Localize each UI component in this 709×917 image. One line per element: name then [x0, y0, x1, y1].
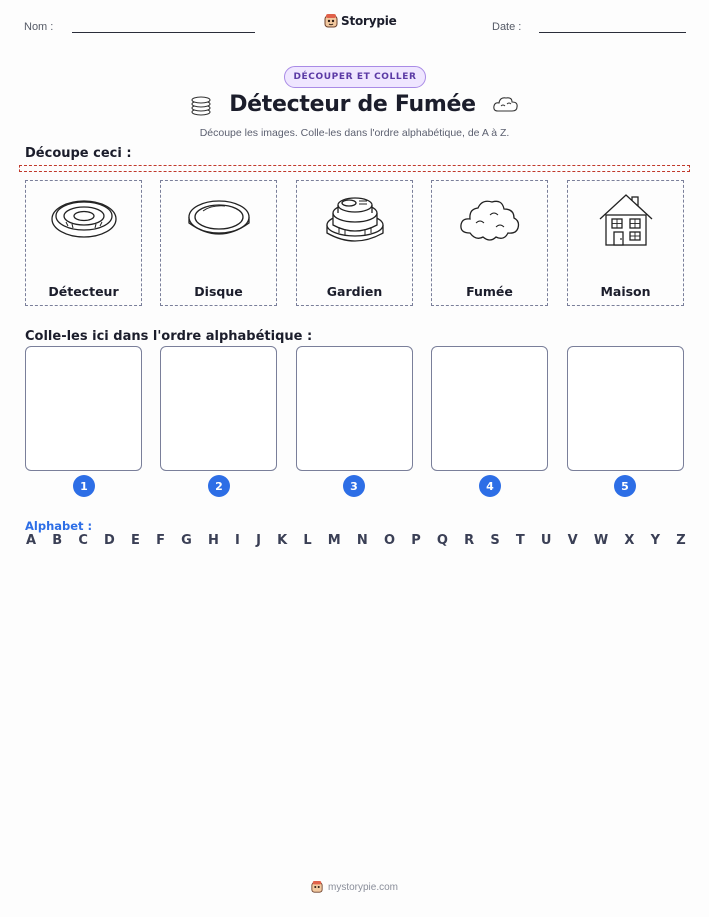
title-row	[0, 92, 709, 117]
alphabet-letter: H	[207, 533, 219, 548]
date-line[interactable]	[539, 32, 686, 33]
alphabet-letter: F	[156, 533, 165, 548]
order-number-3: 3	[343, 475, 365, 497]
smoke-cloud-icon	[456, 189, 524, 249]
alphabet-letter: K	[277, 533, 288, 548]
card-label: Fumée	[466, 284, 513, 299]
alphabet-letter: P	[411, 533, 421, 548]
card-label: Détecteur	[48, 284, 119, 299]
alphabet-letter: A	[26, 533, 37, 548]
alphabet-label: Alphabet :	[25, 519, 93, 533]
smoke-cloud-icon	[492, 94, 520, 116]
alphabet-letter: E	[131, 533, 140, 548]
cut-card-fumee[interactable]	[431, 180, 548, 306]
cut-card-disque[interactable]	[160, 180, 277, 306]
order-number-5: 5	[614, 475, 636, 497]
cut-line	[19, 165, 690, 172]
order-number-1: 1	[73, 475, 95, 497]
alphabet-letter: B	[52, 533, 63, 548]
card-label: Disque	[194, 284, 243, 299]
date-label: Date :	[492, 21, 522, 33]
order-number-4: 4	[479, 475, 501, 497]
alphabet-letter: I	[235, 533, 240, 548]
paste-box-4[interactable]	[431, 346, 548, 471]
brand-logo	[324, 13, 397, 29]
card-label: Gardien	[326, 284, 383, 299]
smoke-detector-icon	[50, 189, 118, 249]
storypie-mascot-icon	[311, 880, 323, 894]
card-label: Maison	[600, 284, 651, 299]
footer-url[interactable]: mystorypie.com	[327, 881, 398, 893]
paste-section-label: Colle-les ici dans l'ordre alphabétique :	[25, 329, 313, 344]
cut-card-gardien[interactable]	[296, 180, 413, 306]
brand-name: Storypie	[341, 14, 397, 28]
footer	[0, 880, 709, 894]
alphabet-letter: R	[464, 533, 475, 548]
alphabet-letter: W	[593, 533, 609, 548]
alphabet-letter: L	[303, 533, 312, 548]
paste-box-3[interactable]	[296, 346, 413, 471]
order-number-2: 2	[208, 475, 230, 497]
page-title: Détecteur de Fumée	[229, 92, 476, 117]
activity-badge: DÉCOUPER ET COLLER	[284, 66, 426, 88]
alphabet-letter: G	[181, 533, 192, 548]
coin-stack-icon	[189, 93, 213, 117]
guardian-device-icon	[321, 189, 389, 249]
alphabet-letter: X	[624, 533, 635, 548]
alphabet-letter: J	[256, 533, 261, 548]
name-label: Nom :	[24, 21, 54, 33]
house-icon	[592, 189, 660, 249]
alphabet-letter: Y	[650, 533, 661, 548]
alphabet-letter: O	[383, 533, 396, 548]
alphabet-letter: C	[78, 533, 88, 548]
cut-section-label: Découpe ceci :	[25, 146, 132, 161]
alphabet-letter: Z	[676, 533, 686, 548]
alphabet-row	[26, 533, 686, 548]
alphabet-letter: N	[356, 533, 368, 548]
alphabet-letter: S	[490, 533, 500, 548]
alphabet-letter: U	[540, 533, 552, 548]
name-line[interactable]	[72, 32, 255, 33]
alphabet-letter: T	[515, 533, 525, 548]
alphabet-letter: D	[104, 533, 115, 548]
alphabet-letter: Q	[436, 533, 448, 548]
instructions: Découpe les images. Colle-les dans l'ordre alphabétique, de A à Z.	[199, 127, 510, 139]
alphabet-letter: M	[327, 533, 341, 548]
alphabet-letter: V	[567, 533, 578, 548]
cut-card-detecteur[interactable]	[25, 180, 142, 306]
cut-card-maison[interactable]	[567, 180, 684, 306]
paste-box-5[interactable]	[567, 346, 684, 471]
disc-icon	[185, 189, 253, 249]
paste-box-2[interactable]	[160, 346, 277, 471]
storypie-mascot-icon	[324, 13, 338, 29]
paste-box-1[interactable]	[25, 346, 142, 471]
